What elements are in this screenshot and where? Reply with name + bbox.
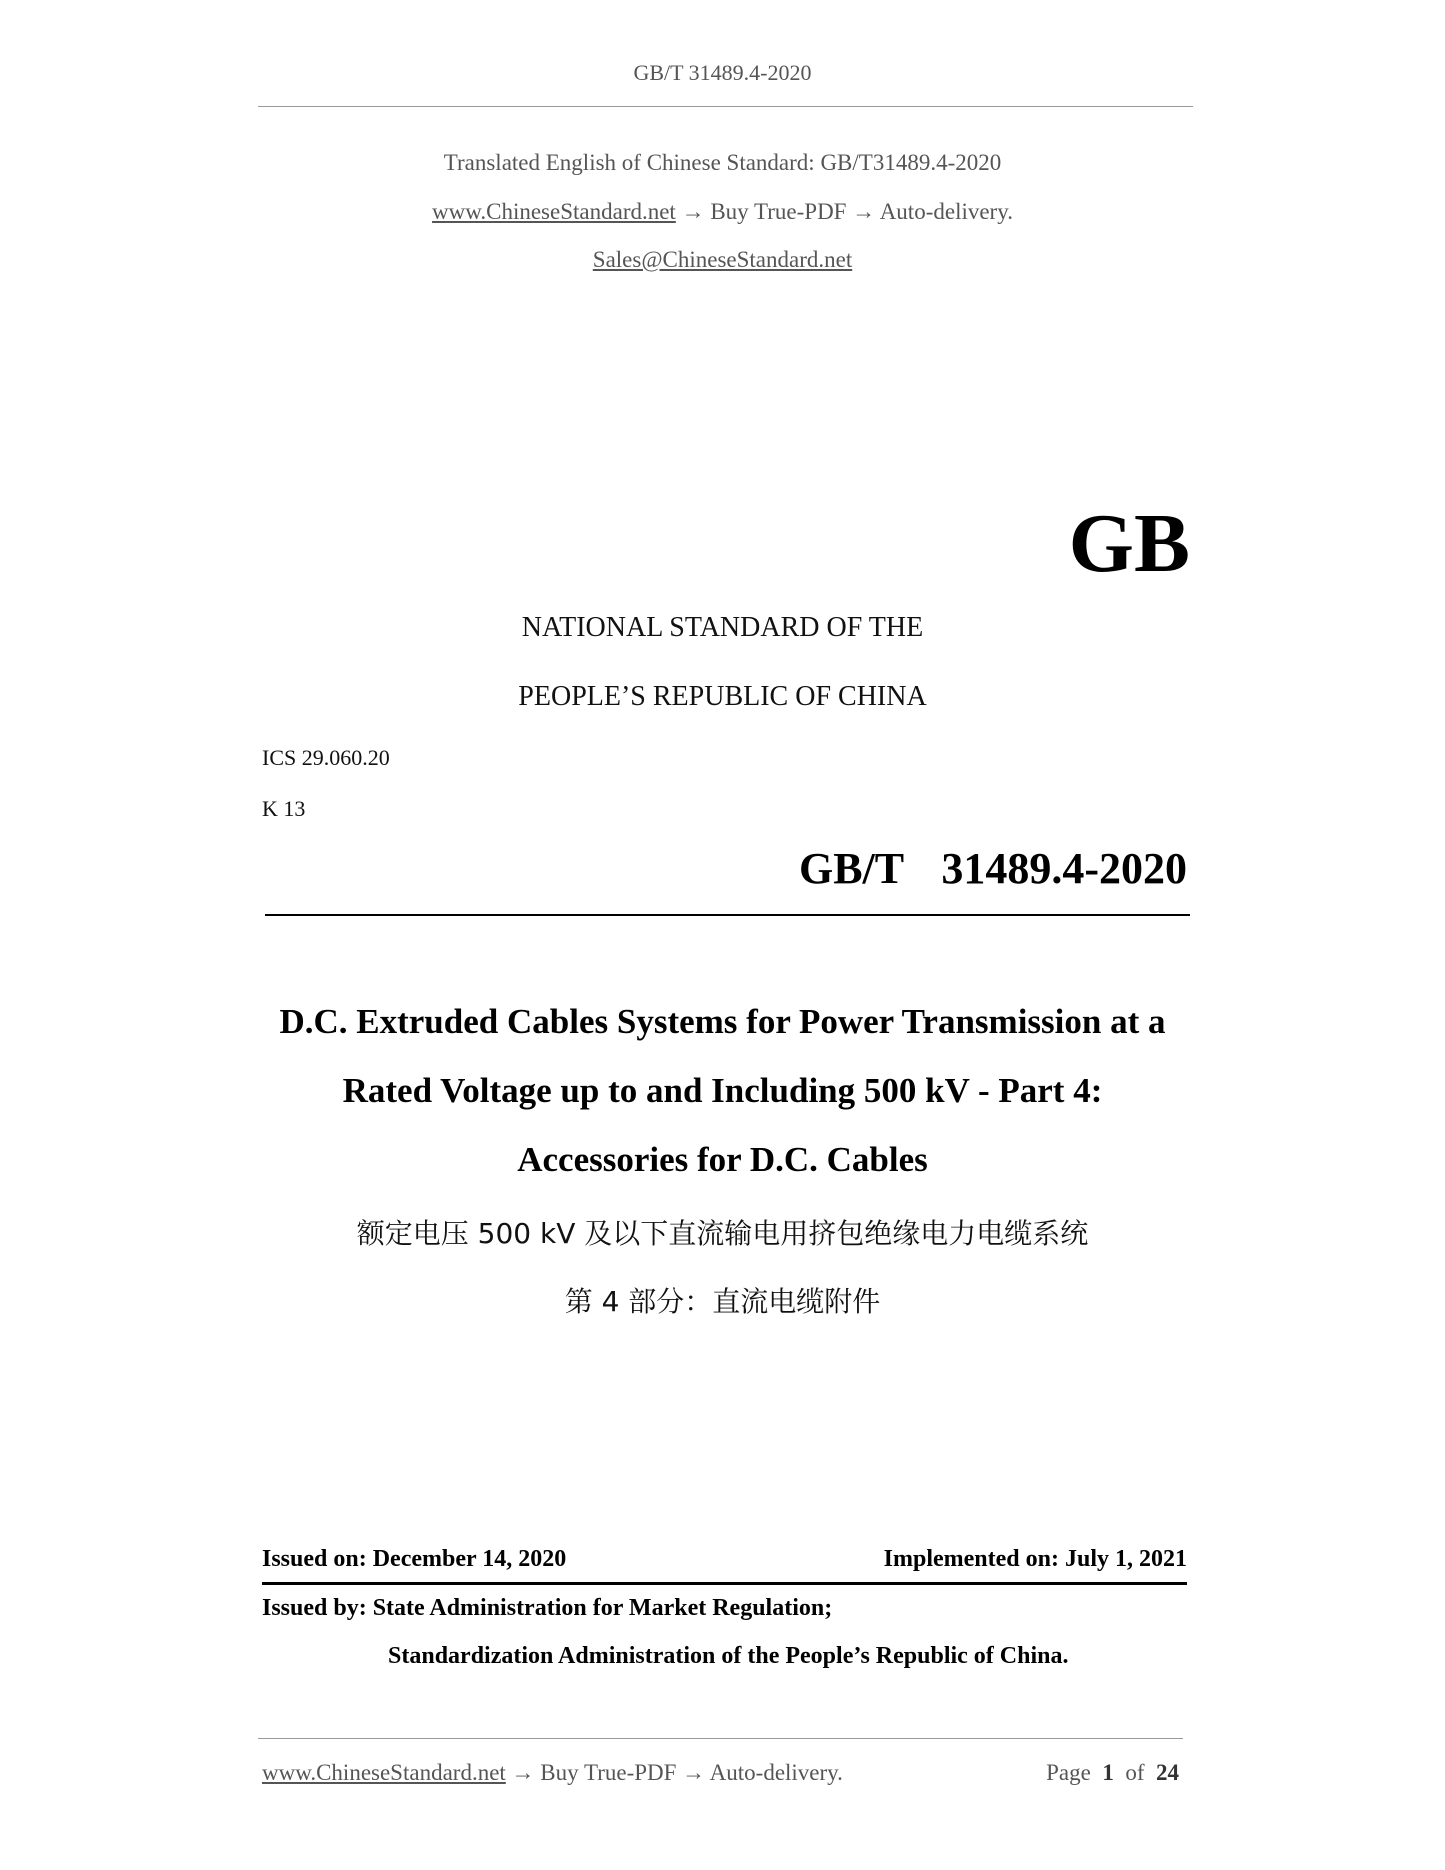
page-total: 24 xyxy=(1156,1760,1179,1785)
footer-promo xyxy=(262,1760,843,1786)
issued-by-line-1: Issued by: State Administration for Market Regulation; xyxy=(262,1595,833,1621)
page-current: 1 xyxy=(1102,1760,1114,1785)
ics-code: ICS 29.060.20 xyxy=(262,745,390,770)
footer-divider xyxy=(258,1738,1183,1739)
footer-buy-text: → Buy True-PDF → Auto-delivery. xyxy=(511,1760,843,1785)
header-divider xyxy=(258,106,1193,107)
standard-number: GB/T 31489.4-2020 xyxy=(798,844,1187,893)
title-en-line-3: Accessories for D.C. Cables xyxy=(517,1140,928,1179)
sales-email-link[interactable]: Sales@ChineseStandard.net xyxy=(592,247,853,272)
sales-line xyxy=(0,247,1445,273)
standard-number-divider xyxy=(265,914,1190,916)
title-en-line-1: D.C. Extruded Cables Systems for Power Transmission at a xyxy=(279,1002,1166,1041)
footer-site-link[interactable]: www.ChineseStandard.net xyxy=(262,1760,506,1785)
running-header: GB/T 31489.4-2020 xyxy=(633,60,812,85)
national-standard-line-1: NATIONAL STANDARD OF THE xyxy=(521,612,924,643)
promo-buy-line xyxy=(0,199,1445,225)
page-indicator xyxy=(1046,1760,1179,1786)
buy-text: → Buy True-PDF → Auto-delivery. xyxy=(681,199,1013,224)
title-zh-line-2: 第 4 部分：直流电缆附件 xyxy=(564,1285,881,1318)
issue-divider xyxy=(262,1582,1187,1585)
national-standard-line-2: PEOPLE’S REPUBLIC OF CHINA xyxy=(518,681,927,712)
page-of: of xyxy=(1125,1760,1145,1785)
page-label: Page xyxy=(1046,1760,1091,1785)
issued-on: Issued on: December 14, 2020 xyxy=(262,1546,567,1572)
translated-notice: Translated English of Chinese Standard: GB/T31489.4-2020 xyxy=(443,150,1002,175)
title-en-line-2: Rated Voltage up to and Including 500 kV - Part 4: xyxy=(342,1071,1103,1110)
k-code: K 13 xyxy=(262,796,306,821)
gb-logo: GB xyxy=(1068,497,1190,590)
title-zh-line-1: 额定电压 500 kV 及以下直流输电用挤包绝缘电力电缆系统 xyxy=(356,1217,1089,1250)
issued-by-line-2: Standardization Administration of the People’s Republic of China. xyxy=(388,1643,1069,1669)
implemented-on: Implemented on: July 1, 2021 xyxy=(883,1546,1187,1572)
site-link[interactable]: www.ChineseStandard.net xyxy=(432,199,676,224)
